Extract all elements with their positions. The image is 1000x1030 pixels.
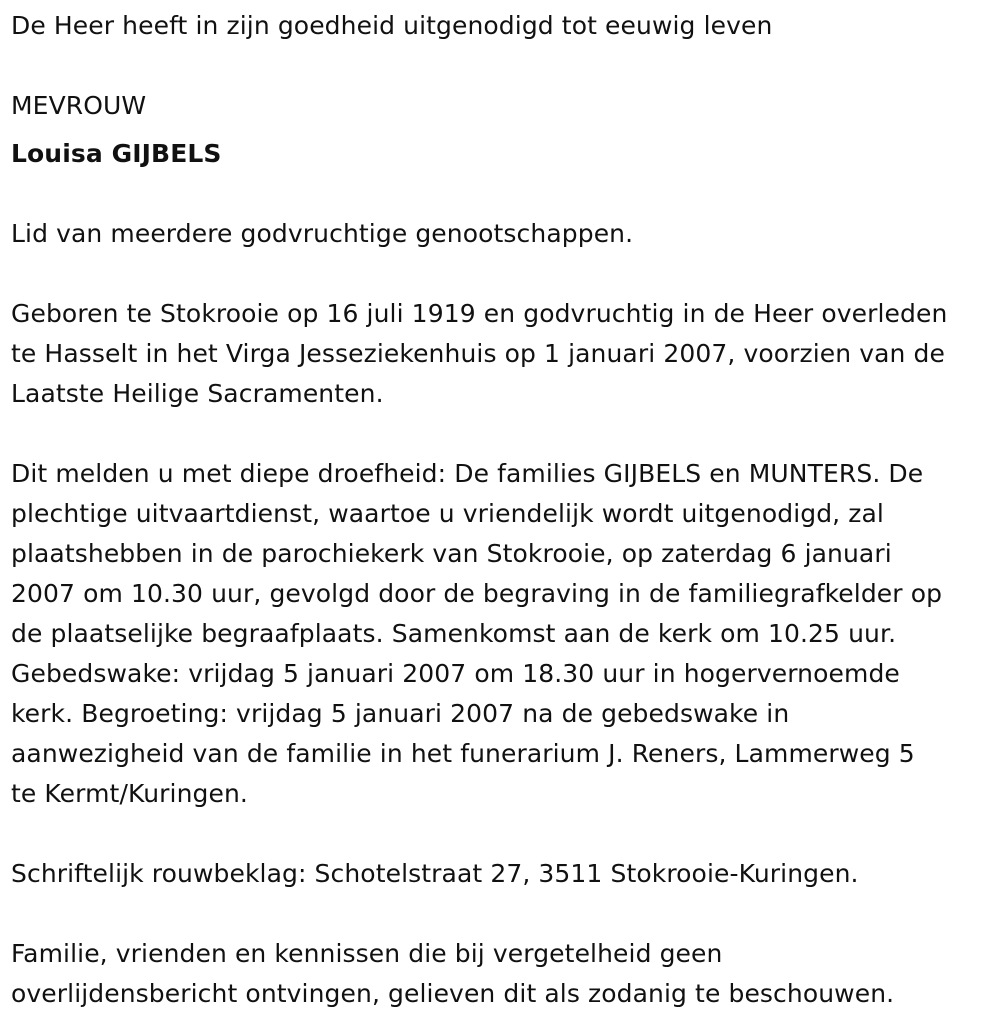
membership-line: Lid van meerdere godvruchtige genootschappen.	[11, 219, 634, 248]
spacer	[11, 126, 996, 134]
paragraph-line: plechtige uitvaartdienst, waartoe u vriendelijk wordt uitgenodigd, zal	[11, 499, 884, 528]
paragraph-line: Dit melden u met diepe droefheid: De families GIJBELS en MUNTERS. De	[11, 459, 924, 488]
paragraph-line: Gebedswake: vrijdag 5 januari 2007 om 18.30 uur in hogervernoemde	[11, 659, 900, 688]
intro-line: De Heer heeft in zijn goedheid uitgenodigd tot eeuwig leven	[11, 11, 773, 40]
obituary-notice	[11, 6, 996, 1014]
paragraph-line: Geboren te Stokrooie op 16 juli 1919 en godvruchtig in de Heer overleden	[11, 299, 948, 328]
announcement-paragraph	[11, 454, 996, 814]
paragraph-line: te Kermt/Kuringen.	[11, 779, 248, 808]
condolences-line: Schriftelijk rouwbeklag: Schotelstraat 27, 3511 Stokrooie-Kuringen.	[11, 859, 859, 888]
paragraph-line: plaatshebben in de parochiekerk van Stokrooie, op zaterdag 6 januari	[11, 539, 892, 568]
paragraph-line: kerk. Begroeting: vrijdag 5 januari 2007 na de gebedswake in	[11, 699, 790, 728]
spacer	[11, 254, 996, 294]
spacer	[11, 894, 996, 934]
paragraph-line: overlijdensbericht ontvingen, gelieven dit als zodanig te beschouwen.	[11, 979, 895, 1008]
birth-death-paragraph	[11, 294, 996, 414]
paragraph-line: 2007 om 10.30 uur, gevolgd door de begraving in de familiegrafkelder op	[11, 579, 943, 608]
paragraph-line: te Hasselt in het Virga Jesseziekenhuis op 1 januari 2007, voorzien van de	[11, 339, 945, 368]
paragraph-line: Familie, vrienden en kennissen die bij vergetelheid geen	[11, 939, 723, 968]
deceased-name: Louisa GIJBELS	[11, 139, 222, 168]
paragraph-line: Laatste Heilige Sacramenten.	[11, 379, 384, 408]
closing-paragraph	[11, 934, 996, 1014]
spacer	[11, 414, 996, 454]
spacer	[11, 814, 996, 854]
paragraph-line: de plaatselijke begraafplaats. Samenkomst aan de kerk om 10.25 uur.	[11, 619, 897, 648]
spacer	[11, 174, 996, 214]
paragraph-line: aanwezigheid van de familie in het funerarium J. Reners, Lammerweg 5	[11, 739, 915, 768]
spacer	[11, 46, 996, 86]
honorific-title: MEVROUW	[11, 91, 147, 120]
